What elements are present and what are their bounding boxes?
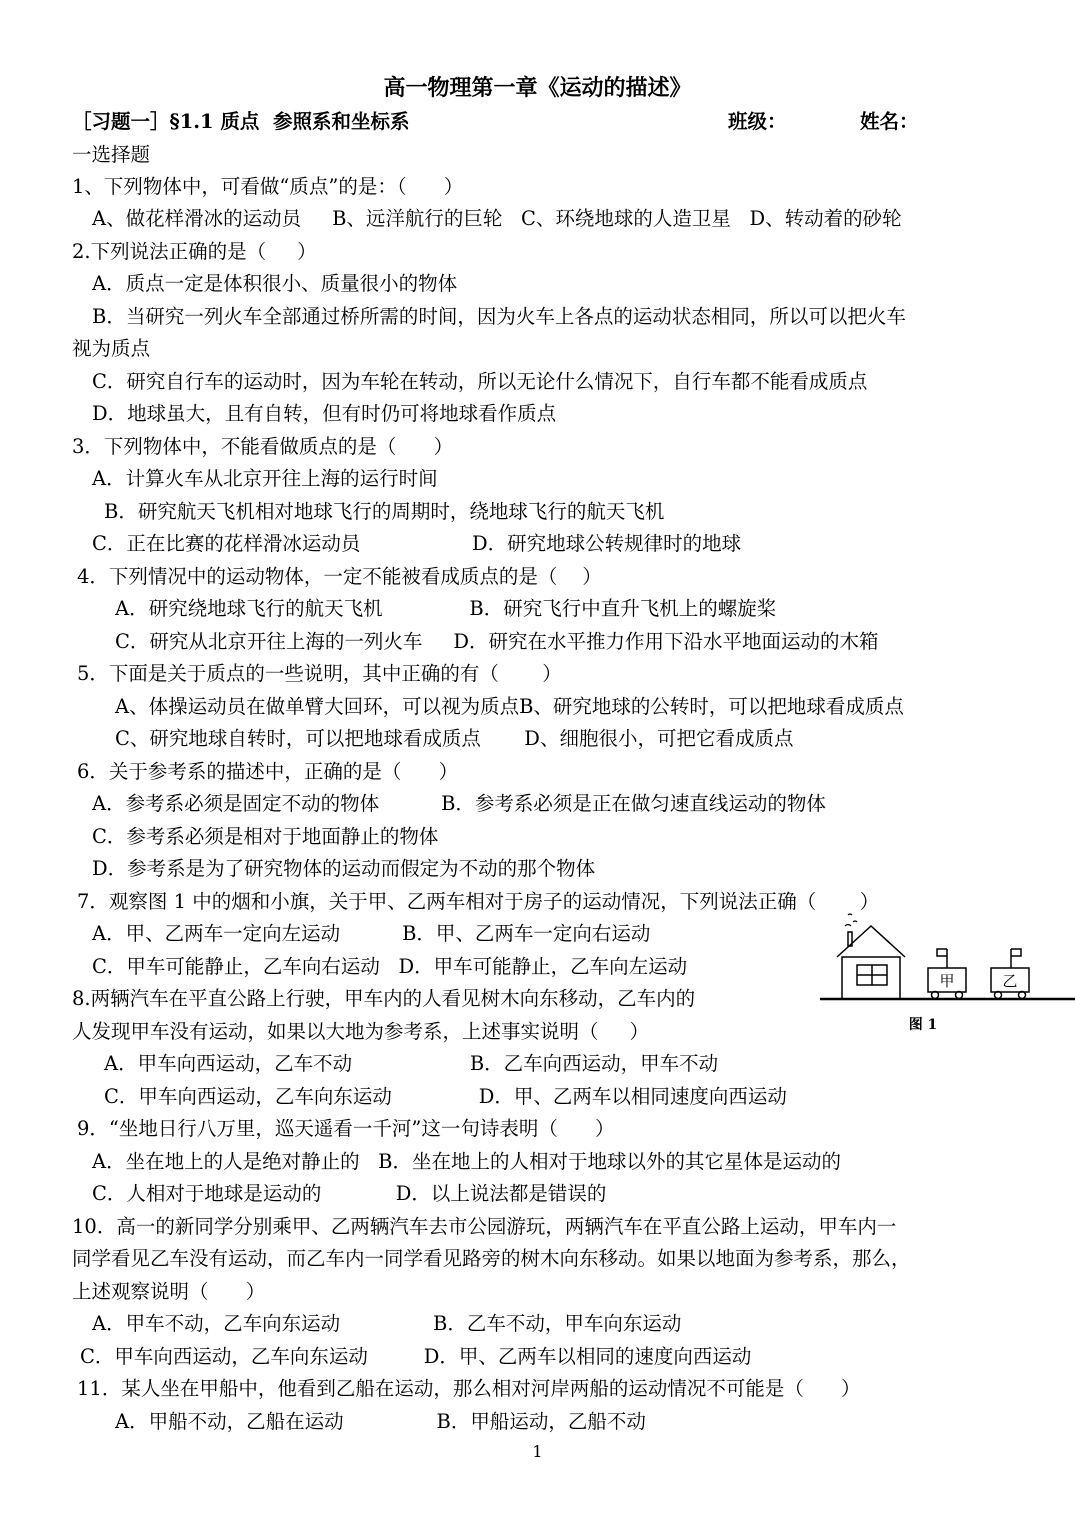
question-line: 11．某人坐在甲船中，他看到乙船在运动，那么相对河岸两船的运动情况不可能是（ ） — [77, 1377, 861, 1400]
name-label: 姓名： — [860, 110, 919, 133]
question-line: 9．“坐地日行八万里，巡天遥看一千河”这一句诗表明（ ） — [77, 1117, 615, 1140]
option-line: A．参考系必须是固定不动的物体 B．参考系必须是正在做匀速直线运动的物体 — [92, 792, 826, 815]
smoke-icon — [845, 914, 857, 926]
question-line: 同学看见乙车没有运动，而乙车内一同学看见路旁的树木向东移动。如果以地面为参考系，那么， — [72, 1247, 911, 1270]
question-line: 4．下列情况中的运动物体，一定不能被看成质点的是（ ） — [77, 565, 602, 588]
question-line: 8.两辆汽车在平直公路上行驶，甲车内的人看见树木向东移动，乙车内的 — [72, 987, 696, 1010]
exercise-header: ［习题一］§1.1 质点 参照系和坐标系 — [72, 110, 410, 133]
option-line: A、体操运动员在做单臂大回环，可以视为质点B、研究地球的公转时，可以把地球看成质点 — [115, 695, 904, 718]
option-line: A．研究绕地球飞行的航天飞机 B．研究飞行中直升飞机上的螺旋桨 — [115, 597, 777, 620]
option-line: C．参考系必须是相对于地面静止的物体 — [92, 825, 439, 848]
house-roof — [837, 926, 905, 957]
figure-house-cars — [815, 912, 1075, 1037]
question-line: 人发现甲车没有运动，如果以大地为参考系，上述事实说明（ ） — [72, 1020, 649, 1043]
section-title: 一选择题 — [72, 143, 151, 166]
option-line: A．甲车向西运动，乙车不动 B．乙车向西运动，甲车不动 — [104, 1052, 719, 1075]
option-line: A．计算火车从北京开往上海的运行时间 — [92, 467, 438, 490]
page-title: 高一物理第一章《运动的描述》 — [383, 75, 692, 101]
question-line: 1、下列物体中，可看做“质点”的是：（ ） — [72, 175, 464, 198]
option-line: C．甲车可能静止，乙车向右运动 D．甲车可能静止，乙车向左运动 — [92, 955, 688, 978]
figure-caption: 图 1 — [908, 1017, 938, 1033]
option-line: A．甲车不动，乙车向东运动 B．乙车不动，甲车向东运动 — [92, 1312, 682, 1335]
question-line: 6．关于参考系的描述中，正确的是（ ） — [77, 760, 459, 783]
option-line: A．甲船不动，乙船在运动 B．甲船运动，乙船不动 — [115, 1410, 646, 1433]
option-line: 视为质点 — [72, 337, 151, 360]
question-line: 7．观察图 1 中的烟和小旗，关于甲、乙两车相对于房子的运动情况，下列说法正确（ ） — [77, 890, 880, 913]
class-label: 班级： — [728, 110, 787, 133]
flag-a-icon — [937, 949, 947, 956]
house-body — [842, 957, 900, 999]
question-line: 5．下面是关于质点的一些说明，其中正确的有（ ） — [77, 662, 562, 685]
option-line: B．当研究一列火车全部通过桥所需的时间，因为火车上各点的运动状态相同，所以可以把火车 — [92, 305, 906, 328]
option-line: C．研究从北京开往上海的一列火车 D．研究在水平推力作用下沿水平地面运动的木箱 — [115, 630, 879, 653]
flag-b-icon — [1011, 949, 1021, 956]
question-line: 10．高一的新同学分别乘甲、乙两辆汽车去市公园游玩，两辆汽车在平直公路上运动，甲车内一 — [72, 1215, 897, 1238]
option-line: C．人相对于地球是运动的 D．以上说法都是错误的 — [92, 1182, 607, 1205]
option-line: D．地球虽大，且有自转，但有时仍可将地球看作质点 — [92, 402, 557, 425]
car-b-label: 乙 — [1002, 972, 1018, 990]
option-line: A．甲、乙两车一定向左运动 B．甲、乙两车一定向右运动 — [92, 922, 651, 945]
car-a-label: 甲 — [939, 972, 955, 990]
option-line: A．质点一定是体积很小、质量很小的物体 — [92, 272, 458, 295]
option-line: C．甲车向西运动，乙车向东运动 D．甲、乙两车以相同的速度向西运动 — [80, 1345, 752, 1368]
question-line: 2.下列说法正确的是（ ） — [72, 240, 317, 263]
page-number: 1 — [532, 1442, 543, 1461]
option-line: C．甲车向西运动，乙车向东运动 D．甲、乙两车以相同速度向西运动 — [104, 1085, 787, 1108]
option-line: C．研究自行车的运动时，因为车轮在转动，所以无论什么情况下，自行车都不能看成质点 — [92, 370, 868, 393]
option-line: C．正在比赛的花样滑冰运动员 D．研究地球公转规律时的地球 — [92, 532, 742, 555]
question-line: 3．下列物体中，不能看做质点的是（ ） — [72, 435, 454, 458]
option-line: B．研究航天飞机相对地球飞行的周期时，绕地球飞行的航天飞机 — [104, 500, 665, 523]
option-line: C、研究地球自转时，可以把地球看成质点 D、细胞很小，可把它看成质点 — [115, 727, 794, 750]
question-line: 上述观察说明（ ） — [72, 1280, 266, 1303]
option-line: D．参考系是为了研究物体的运动而假定为不动的那个物体 — [92, 857, 596, 880]
option-line: A、做花样滑冰的运动员 B、远洋航行的巨轮 C、环绕地球的人造卫星 D、转动着的砂轮 — [92, 207, 902, 230]
option-line: A．坐在地上的人是绝对静止的 B．坐在地上的人相对于地球以外的其它星体是运动的 — [92, 1150, 842, 1173]
